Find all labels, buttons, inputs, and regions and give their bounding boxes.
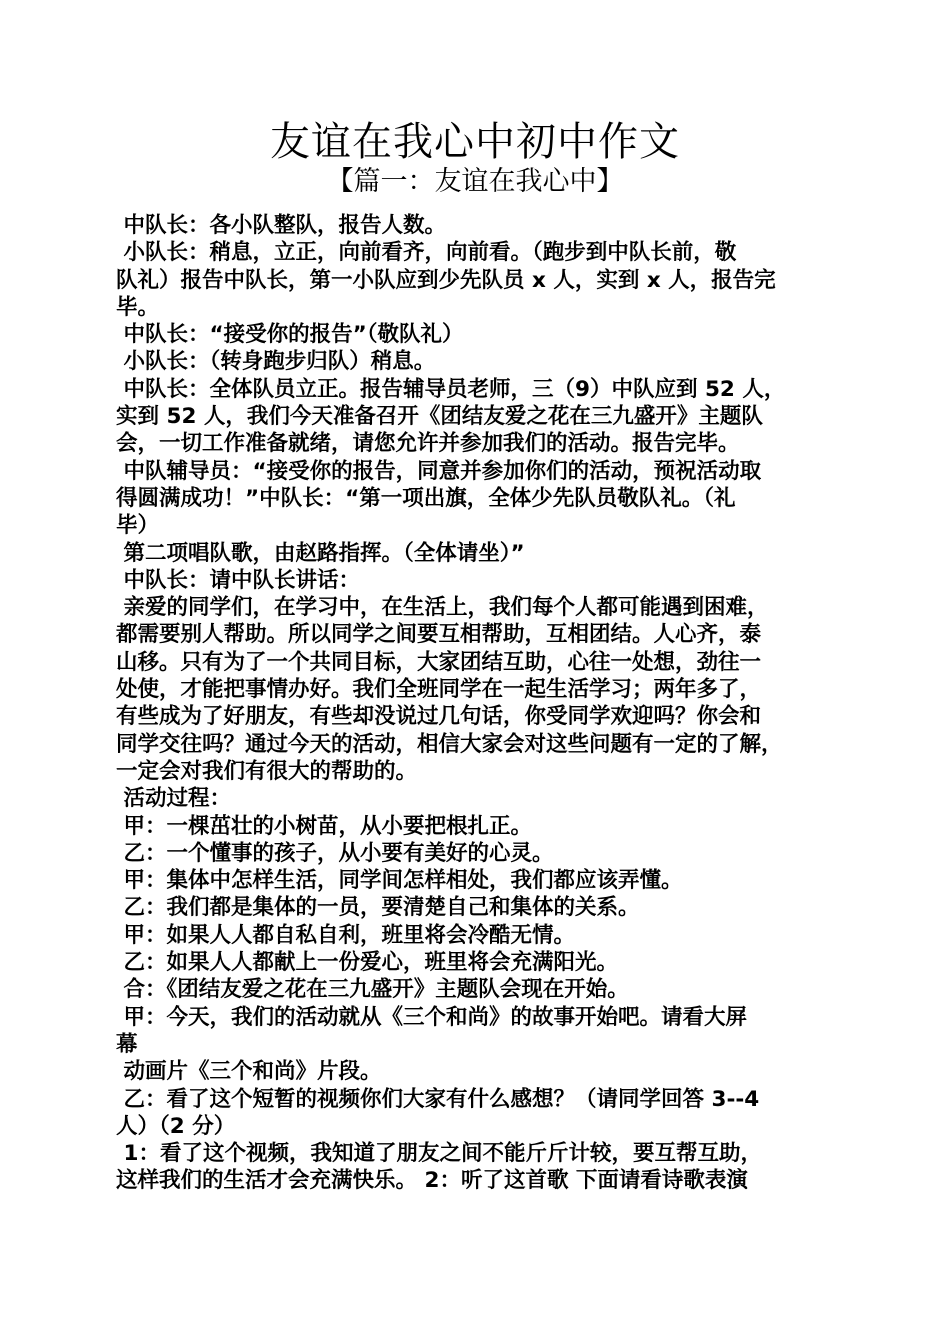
document-body <box>116 212 854 1195</box>
body-line: 得圆满成功！”中队长：“第一项出旗，全体少先队员敬队礼。（礼 <box>116 485 736 511</box>
body-line: 乙：一个懂事的孩子，从小要有美好的心灵。 <box>116 840 554 866</box>
body-line: 甲：如果人人都自私自利，班里将会冷酷无情。 <box>116 922 576 948</box>
document-subtitle: 【篇一：友谊在我心中】 <box>326 166 624 197</box>
body-line: 一定会对我们有很大的帮助的。 <box>116 758 418 784</box>
body-line: 甲：一棵茁壮的小树苗，从小要把根扎正。 <box>116 813 533 839</box>
body-line: 中队长：请中队长讲话： <box>116 567 361 593</box>
body-line: 人）（2 分） <box>116 1113 236 1139</box>
body-line: 乙：我们都是集体的一员，要清楚自己和集体的关系。 <box>116 895 640 921</box>
document-title: 友谊在我心中初中作文 <box>270 119 680 165</box>
body-line: 有些成为了好朋友，有些却没说过几句话，你受同学欢迎吗？你会和 <box>116 704 762 730</box>
body-line: 毕。 <box>116 294 160 320</box>
body-line: 同学交往吗？通过今天的活动，相信大家会对这些问题有一定的了解， <box>116 731 783 757</box>
body-line: 中队长：“接受你的报告”（敬队礼） <box>116 322 464 348</box>
body-line: 甲：集体中怎样生活，同学间怎样相处，我们都应该弄懂。 <box>116 868 683 894</box>
body-line: 中队长：各小队整队，报告人数。 <box>116 213 447 238</box>
body-line: 中队辅导员：“接受你的报告，同意并参加你们的活动，预祝活动取 <box>116 458 762 484</box>
body-line: 毕） <box>116 513 160 539</box>
body-line: 实到 52 人，我们今天准备召开《团结友爱之花在三九盛开》主题队 <box>116 404 763 430</box>
body-line: 甲：今天，我们的活动就从《三个和尚》的故事开始吧。请看大屏 <box>116 1004 748 1030</box>
body-line: 队礼）报告中队长，第一小队应到少先队员 x 人，实到 x 人，报告完 <box>116 267 776 293</box>
body-line: 山移。只有为了一个共同目标，大家团结互助，心往一处想，劲往一 <box>116 649 762 675</box>
body-line: 第二项唱队歌，由赵路指挥。（全体请坐）” <box>116 540 525 566</box>
body-line: 1：看了这个视频，我知道了朋友之间不能斤斤计较，要互帮互助， <box>116 1141 762 1167</box>
body-line: 这样我们的生活才会充满快乐。 2：听了这首歌 下面请看诗歌表演 <box>116 1168 748 1194</box>
body-line: 处使，才能把事情办好。我们全班同学在一起生活学习；两年多了， <box>116 677 762 703</box>
body-line: 会，一切工作准备就绪，请您允许并参加我们的活动。报告完毕。 <box>116 431 740 457</box>
body-line: 动画片《三个和尚》片段。 <box>116 1059 382 1085</box>
body-line: 中队长：全体队员立正。报告辅导员老师，三（9）中队应到 52 人， <box>116 376 786 402</box>
body-line: 幕 <box>116 1031 138 1057</box>
body-line: 活动过程： <box>116 786 232 812</box>
body-line: 小队长：（转身跑步归队）稍息。 <box>116 349 436 375</box>
body-line: 亲爱的同学们，在学习中，在生活上，我们每个人都可能遇到困难， <box>116 595 769 621</box>
body-line: 合：《团结友爱之花在三九盛开》主题队会现在开始。 <box>116 977 629 1003</box>
body-line: 乙：看了这个短暂的视频你们大家有什么感想？（请同学回答 3--4 <box>116 1086 760 1112</box>
body-line: 小队长：稍息，立正，向前看齐，向前看。（跑步到中队长前，敬 <box>116 240 737 266</box>
body-line: 乙：如果人人都献上一份爱心，班里将会充满阳光。 <box>116 950 619 976</box>
body-line: 都需要别人帮助。所以同学之间要互相帮助，互相团结。人心齐，泰 <box>116 622 762 648</box>
